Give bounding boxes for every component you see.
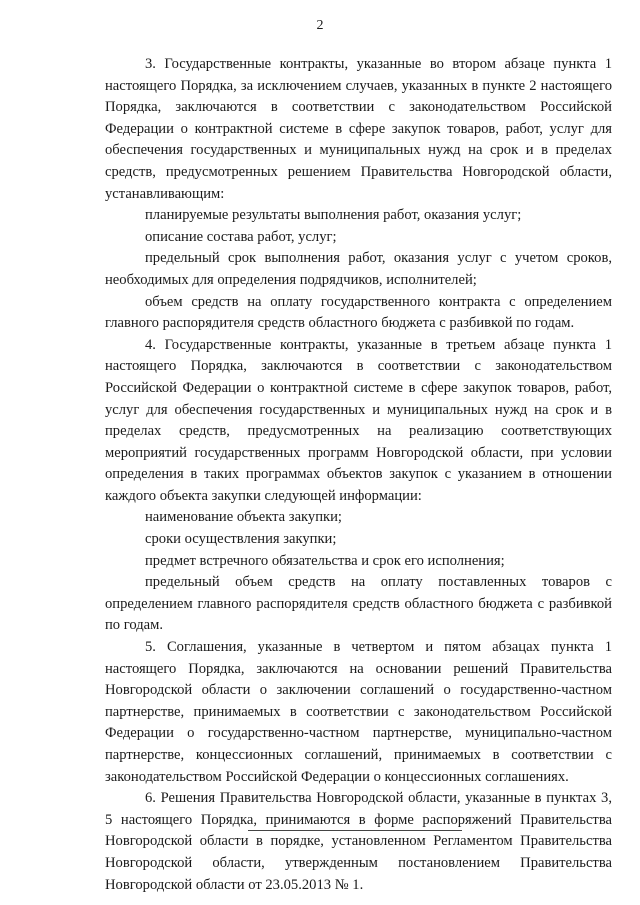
paragraph-4: 4. Государственные контракты, указанные в третьем абзаце пункта 1 настоящего Порядка, заключаются в соответствии с законодательством Российской Федерации о контрактной системе в сфере закупок товаров, работ, услуг для обеспечения государственных и муниципальных нужд на срок и в пределах средств, предусмотренных на реализацию соответствующих мероприятий государственных программ Новгородской области, при условии определения в таких программах объектов закупок с указанием в отношении каждого объекта закупки следующей информации:	[105, 336, 612, 504]
paragraph-6: 6. Решения Правительства Новгородской области, указанные в пунктах 3, 5 настоящего Порядка, принимаются в форме распоряжений Правительства Новгородской области в порядке, установленном Регламентом Правительства Новгородской области, утвержденным постановлением Правительства Новгородской области от 23.05.2013 № 1.	[105, 790, 612, 893]
page-number: 2	[316, 18, 324, 33]
list-item-planned-results: планируемые результаты выполнения работ, оказания услуг;	[145, 207, 522, 224]
list-item-procurement-terms: сроки осуществления закупки;	[145, 531, 337, 548]
closing-divider	[248, 830, 462, 831]
list-item-scope-description: описание состава работ, услуг;	[145, 228, 337, 245]
document-body	[105, 54, 612, 896]
paragraph-3: 3. Государственные контракты, указанные во втором абзаце пункта 1 настоящего Порядка, за исключением случаев, указанных в пункте 2 настоящего Порядка, заключаются в соответствии с законодательством Российской Федерации о контрактной системе в сфере закупок товаров, работ, услуг для обеспечения государственных и муниципальных нужд на срок и в пределах средств, предусмотренных решением Правительства Новгородской области, устанавливающим:	[105, 56, 612, 202]
list-item-counter-obligation: предмет встречного обязательства и срок его исполнения;	[145, 552, 505, 569]
list-item-funding-volume: объем средств на оплату государственного контракта с определением главного распорядителя средств областного бюджета с разбивкой по годам.	[105, 293, 612, 332]
list-item-procurement-name: наименование объекта закупки;	[145, 509, 342, 526]
list-item-deadline: предельный срок выполнения работ, оказания услуг с учетом сроков, необходимых для определения подрядчиков, исполнителей;	[105, 250, 612, 288]
list-item-max-funding: предельный объем средств на оплату поставленных товаров с определением главного распорядителя средств областного бюджета с разбивкой по годам.	[105, 574, 612, 634]
paragraph-5: 5. Соглашения, указанные в четвертом и пятом абзацах пункта 1 настоящего Порядка, заключаются на основании решений Правительства Новгородской области о заключении соглашений о государственно-частном партнерстве, принимаемых в соответствии с законодательством Российской Федерации о государственно-частном партнерстве, муниципально-частном партнерстве, концессионных соглашений, принимаемых в соответствии с законодательством Российской Федерации о концессионных соглашениях.	[105, 639, 612, 785]
